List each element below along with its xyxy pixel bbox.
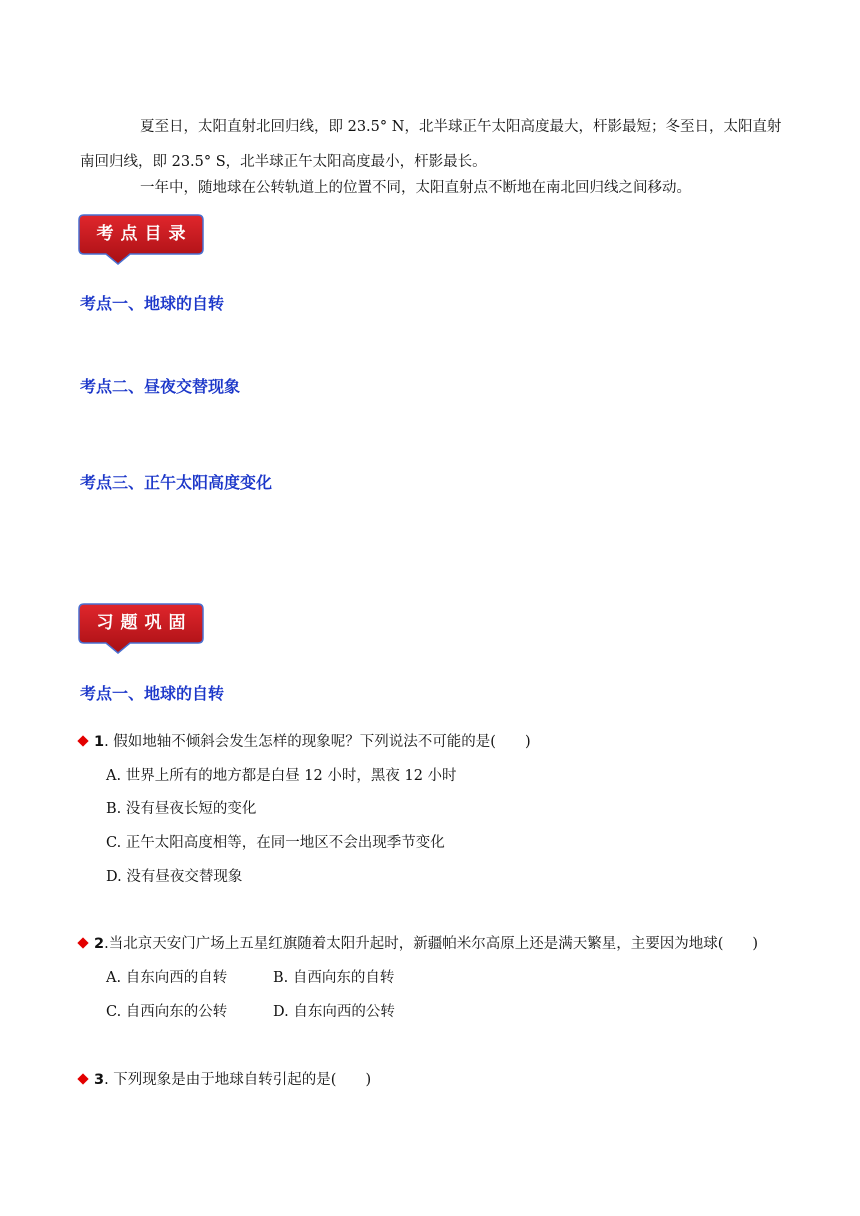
question-number: 3 — [94, 1072, 105, 1088]
question-text: . 假如地轴不倾斜会发生怎样的现象呢？下列说法不可能的是( ) — [104, 734, 531, 750]
question-3 — [80, 1070, 371, 1091]
intro-paragraph-solstice: 夏至日，太阳直射北回归线，即 23.5° N，北半球正午太阳高度最大，杆影最短；冬至日，太阳直射南回归线，即 23.5° S，北半球正午太阳高度最小，杆影最长。 — [80, 119, 782, 170]
catalog-item-1: 考点一、地球的自转 — [80, 294, 225, 313]
practice-banner-label: 习题巩固 — [96, 613, 193, 633]
question-2-option-a: A. 自东向西的自转 — [106, 970, 228, 986]
question-1-option-b: B. 没有昼夜长短的变化 — [106, 801, 257, 817]
question-1-option-a: A. 世界上所有的地方都是白昼 12 小时，黑夜 12 小时 — [106, 768, 457, 784]
practice-banner — [78, 603, 204, 659]
question-number: 2 — [94, 936, 105, 952]
practice-section-title: 考点一、地球的自转 — [80, 684, 225, 703]
question-2 — [80, 934, 758, 955]
question-text: .当北京天安门广场上五星红旗随着太阳升起时，新疆帕米尔高原上还是满天繁星，主要因为地球( ) — [104, 936, 759, 952]
catalog-banner — [78, 214, 204, 270]
catalog-banner-label: 考点目录 — [96, 224, 193, 244]
question-number: 1 — [94, 734, 105, 750]
question-1 — [80, 732, 531, 753]
intro-paragraph-direct-point: 一年中，随地球在公转轨道上的位置不同，太阳直射点不断地在南北回归线之间移动。 — [140, 180, 691, 196]
catalog-item-2: 考点二、昼夜交替现象 — [80, 377, 241, 396]
question-text: . 下列现象是由于地球自转引起的是( ) — [104, 1072, 372, 1088]
question-1-option-d: D. 没有昼夜交替现象 — [106, 869, 243, 885]
question-2-option-d: D. 自东向西的公转 — [273, 1004, 395, 1020]
question-2-option-b: B. 自西向东的自转 — [273, 970, 395, 986]
question-1-option-c: C. 正午太阳高度相等，在同一地区不会出现季节变化 — [106, 835, 445, 851]
catalog-item-3: 考点三、正午太阳高度变化 — [80, 473, 273, 492]
question-2-option-c: C. 自西向东的公转 — [106, 1004, 228, 1020]
